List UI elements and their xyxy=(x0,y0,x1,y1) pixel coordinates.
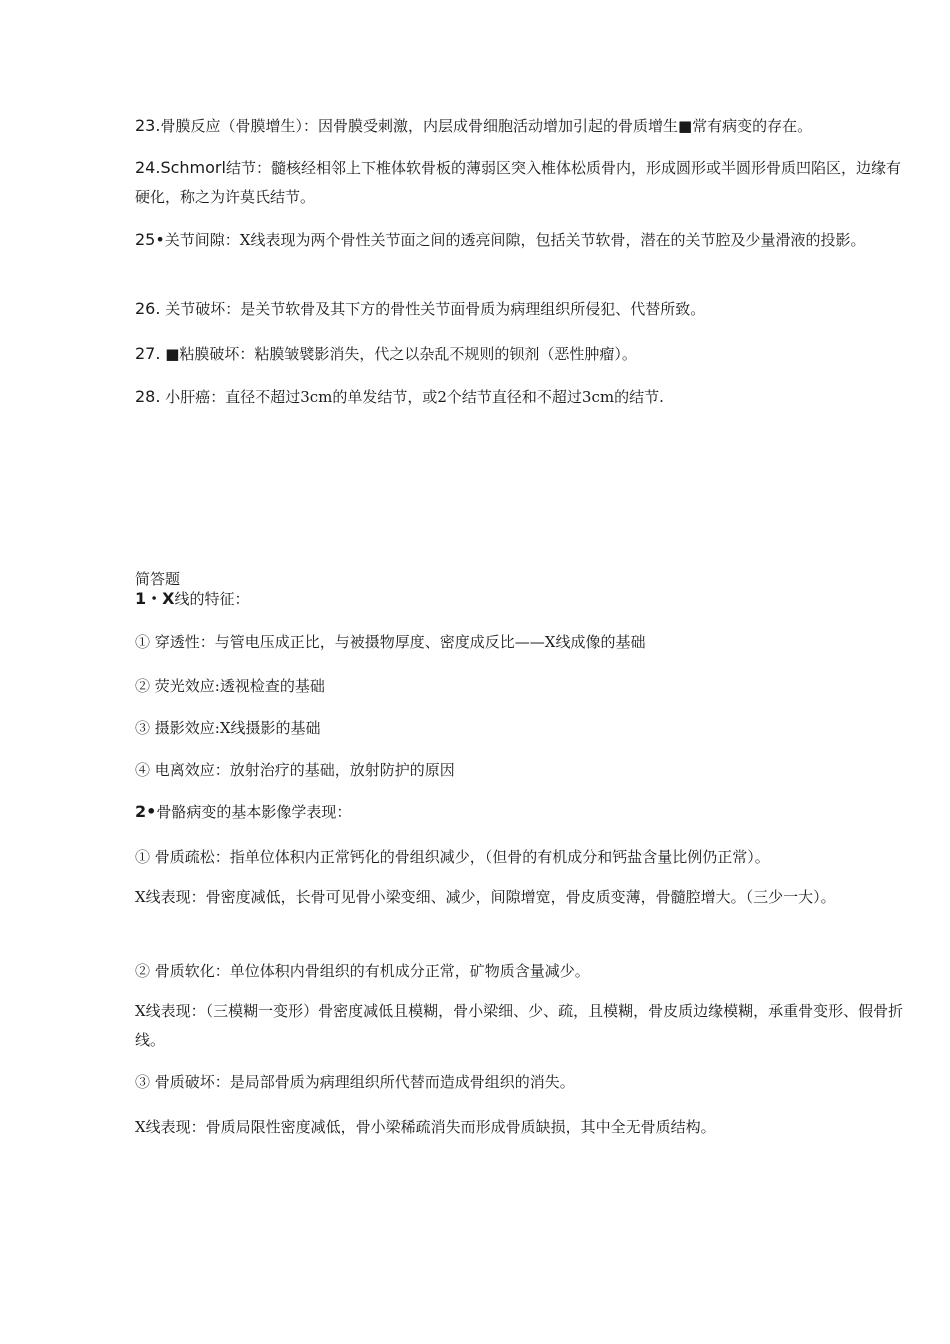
term-number: 26. xyxy=(135,299,161,318)
term-23 xyxy=(135,116,915,136)
section-title: 简答题 xyxy=(135,570,181,588)
question-title: 线的特征： xyxy=(174,590,250,608)
term-number: 24. xyxy=(135,158,161,177)
q2-xray-finding: X线表现：（三模糊一变形）骨密度减低且模糊，骨小梁细、少、疏，且模糊，骨皮质边缘模糊，承重骨变形、假骨折线。 xyxy=(135,1002,904,1049)
term-25 xyxy=(135,225,915,255)
term-text: 关节破坏：是关节软骨及其下方的骨性关节面骨质为病理组织所侵犯、代替所致。 xyxy=(160,300,706,318)
term-27 xyxy=(135,344,915,364)
question-title: 骨骼病变的基本影像学表现： xyxy=(156,803,352,821)
q2-xray-finding: X线表现：骨密度减低，长骨可见骨小梁变细、减少，间隙增宽，骨皮质变薄，骨髓腔增大。（三少一大）。 xyxy=(135,888,836,906)
q2-definition: ③ 骨质破坏：是局部骨质为病理组织所代替而造成骨组织的消失。 xyxy=(135,1073,575,1091)
term-text: ■粘膜破坏：粘膜皱襞影消失，代之以杂乱不规则的钡剂（恶性肿瘤）。 xyxy=(160,345,637,363)
term-text: 关节间隙：X线表现为两个骨性关节面之间的透亮间隙，包括关节软骨，潜在的关节腔及少量滑液的投影。 xyxy=(164,231,866,249)
term-number: 28. xyxy=(135,387,161,406)
term-number: 23. xyxy=(135,116,161,135)
question-number: 1・X xyxy=(135,589,175,608)
q2-definition: ② 骨质软化：单位体积内骨组织的有机成分正常，矿物质含量减少。 xyxy=(135,962,590,980)
term-26 xyxy=(135,299,915,319)
q2-xray-finding: X线表现：骨质局限性密度减低，骨小梁稀疏消失而形成骨质缺损，其中全无骨质结构。 xyxy=(135,1118,716,1136)
term-name: Schmorl xyxy=(160,158,226,177)
q1-item: ② 荧光效应:透视检查的基础 xyxy=(135,677,325,695)
term-text: 结节：髓核经相邻上下椎体软骨板的薄弱区突入椎体松质骨内，形成圆形或半圆形骨质凹陷区，边缘有硬化，称之为许莫氏结节。 xyxy=(135,159,901,206)
q1-item: ③ 摄影效应:X线摄影的基础 xyxy=(135,719,321,737)
term-text: 骨膜反应（骨膜增生）：因骨膜受刺激，内层成骨细胞活动增加引起的骨质增生■常有病变的存在。 xyxy=(160,117,813,135)
question-2-title xyxy=(135,802,915,822)
term-number: 27. xyxy=(135,344,161,363)
term-text: 小肝癌：直径不超过3cm的单发结节，或2个结节直径和不超过3cm的结节. xyxy=(160,388,664,406)
question-number: 2• xyxy=(135,802,157,821)
q2-definition: ① 骨质疏松：指单位体积内正常钙化的骨组织减少，（但骨的有机成分和钙盐含量比例仍正常）。 xyxy=(135,848,770,866)
q1-item: ① 穿透性：与管电压成正比，与被摄物厚度、密度成反比——X线成像的基础 xyxy=(135,633,646,651)
term-24 xyxy=(135,153,915,212)
question-1-title xyxy=(135,589,915,609)
term-28 xyxy=(135,387,915,407)
q1-item: ④ 电离效应：放射治疗的基础，放射防护的原因 xyxy=(135,761,455,779)
term-number: 25• xyxy=(135,230,165,249)
